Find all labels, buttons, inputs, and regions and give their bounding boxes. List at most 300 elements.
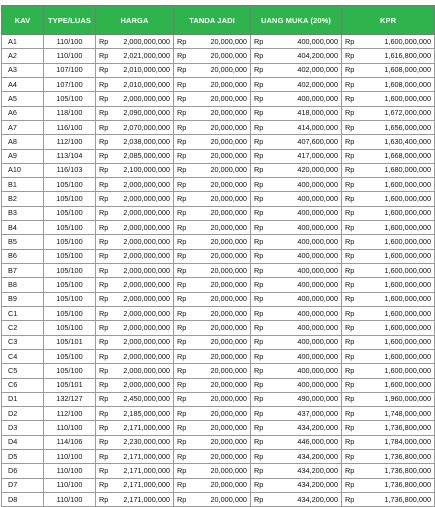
tanda-jadi-cell: 20,000,000 — [194, 163, 251, 177]
kpr-cell: 1,680,000,000 — [360, 163, 435, 177]
kpr-cell: 1,672,000,000 — [360, 106, 435, 120]
kav-cell: A2 — [2, 49, 44, 63]
tanda-jadi-cell: 20,000,000 — [194, 435, 251, 449]
harga-cell: 2,171,000,000 — [116, 450, 174, 464]
kav-cell: B3 — [2, 206, 44, 220]
type-luas-cell: 105/100 — [44, 249, 96, 263]
kav-cell: C1 — [2, 306, 44, 320]
type-luas-cell: 105/100 — [44, 364, 96, 378]
tanda-jadi-cell: 20,000,000 — [194, 278, 251, 292]
currency-label: Rp — [251, 378, 270, 392]
currency-label: Rp — [251, 435, 270, 449]
kpr-cell: 1,656,000,000 — [360, 120, 435, 134]
type-luas-cell: 112/100 — [44, 135, 96, 149]
kav-cell: D1 — [2, 392, 44, 406]
currency-label: Rp — [174, 221, 194, 235]
uang-muka-cell: 414,000,000 — [270, 120, 342, 134]
type-luas-cell: 110/100 — [44, 478, 96, 492]
currency-label: Rp — [251, 493, 270, 507]
currency-label: Rp — [251, 106, 270, 120]
table-row — [2, 364, 435, 378]
uang-muka-cell: 400,000,000 — [270, 364, 342, 378]
currency-label: Rp — [342, 221, 360, 235]
type-luas-cell: 110/100 — [44, 35, 96, 49]
kav-cell: B8 — [2, 278, 44, 292]
currency-label: Rp — [342, 464, 360, 478]
currency-label: Rp — [342, 63, 360, 77]
header-harga: HARGA — [96, 6, 174, 35]
tanda-jadi-cell: 20,000,000 — [194, 106, 251, 120]
type-luas-cell: 105/101 — [44, 335, 96, 349]
currency-label: Rp — [96, 493, 116, 507]
type-luas-cell: 132/127 — [44, 392, 96, 406]
table-row — [2, 77, 435, 91]
harga-cell: 2,000,000,000 — [116, 278, 174, 292]
currency-label: Rp — [251, 306, 270, 320]
kav-cell: B2 — [2, 192, 44, 206]
kav-cell: C5 — [2, 364, 44, 378]
currency-label: Rp — [96, 292, 116, 306]
harga-cell: 2,100,000,000 — [116, 163, 174, 177]
tanda-jadi-cell: 20,000,000 — [194, 264, 251, 278]
currency-label: Rp — [174, 192, 194, 206]
table-row — [2, 35, 435, 49]
header-kav: KAV — [2, 6, 44, 35]
table-row — [2, 407, 435, 421]
currency-label: Rp — [96, 106, 116, 120]
currency-label: Rp — [342, 392, 360, 406]
harga-cell: 2,000,000,000 — [116, 335, 174, 349]
currency-label: Rp — [342, 364, 360, 378]
kav-cell: B5 — [2, 235, 44, 249]
uang-muka-cell: 400,000,000 — [270, 206, 342, 220]
table-row — [2, 149, 435, 163]
currency-label: Rp — [342, 335, 360, 349]
kpr-cell: 1,600,000,000 — [360, 349, 435, 363]
kav-cell: A1 — [2, 35, 44, 49]
kav-cell: C3 — [2, 335, 44, 349]
uang-muka-cell: 400,000,000 — [270, 264, 342, 278]
kav-cell: C4 — [2, 349, 44, 363]
uang-muka-cell: 418,000,000 — [270, 106, 342, 120]
table-row — [2, 278, 435, 292]
tanda-jadi-cell: 20,000,000 — [194, 206, 251, 220]
kav-cell: A4 — [2, 77, 44, 91]
type-luas-cell: 105/100 — [44, 349, 96, 363]
kav-cell: C2 — [2, 321, 44, 335]
currency-label: Rp — [174, 478, 194, 492]
harga-cell: 2,000,000,000 — [116, 249, 174, 263]
currency-label: Rp — [251, 192, 270, 206]
harga-cell: 2,010,000,000 — [116, 63, 174, 77]
table-row — [2, 135, 435, 149]
currency-label: Rp — [342, 321, 360, 335]
table-row — [2, 450, 435, 464]
currency-label: Rp — [174, 77, 194, 91]
currency-label: Rp — [96, 278, 116, 292]
tanda-jadi-cell: 20,000,000 — [194, 364, 251, 378]
currency-label: Rp — [96, 464, 116, 478]
currency-label: Rp — [174, 92, 194, 106]
currency-label: Rp — [342, 278, 360, 292]
kav-cell: C6 — [2, 378, 44, 392]
currency-label: Rp — [174, 249, 194, 263]
kpr-cell: 1,630,400,000 — [360, 135, 435, 149]
kpr-cell: 1,600,000,000 — [360, 192, 435, 206]
type-luas-cell: 105/100 — [44, 278, 96, 292]
currency-label: Rp — [96, 264, 116, 278]
currency-label: Rp — [174, 178, 194, 192]
kpr-cell: 1,600,000,000 — [360, 92, 435, 106]
uang-muka-cell: 400,000,000 — [270, 321, 342, 335]
harga-cell: 2,000,000,000 — [116, 92, 174, 106]
kav-cell: A8 — [2, 135, 44, 149]
harga-cell: 2,070,000,000 — [116, 120, 174, 134]
currency-label: Rp — [342, 349, 360, 363]
currency-label: Rp — [251, 221, 270, 235]
harga-cell: 2,230,000,000 — [116, 435, 174, 449]
tanda-jadi-cell: 20,000,000 — [194, 120, 251, 134]
table-row — [2, 235, 435, 249]
currency-label: Rp — [96, 206, 116, 220]
kav-cell: D5 — [2, 450, 44, 464]
currency-label: Rp — [342, 378, 360, 392]
currency-label: Rp — [174, 63, 194, 77]
kav-cell: D4 — [2, 435, 44, 449]
table-row — [2, 163, 435, 177]
tanda-jadi-cell: 20,000,000 — [194, 63, 251, 77]
table-row — [2, 435, 435, 449]
kpr-cell: 1,600,000,000 — [360, 221, 435, 235]
uang-muka-cell: 400,000,000 — [270, 249, 342, 263]
type-luas-cell: 105/100 — [44, 292, 96, 306]
currency-label: Rp — [174, 421, 194, 435]
currency-label: Rp — [342, 106, 360, 120]
kav-cell: D6 — [2, 464, 44, 478]
currency-label: Rp — [251, 49, 270, 63]
kav-cell: A3 — [2, 63, 44, 77]
currency-label: Rp — [96, 35, 116, 49]
price-table — [1, 5, 435, 507]
tanda-jadi-cell: 20,000,000 — [194, 349, 251, 363]
currency-label: Rp — [251, 35, 270, 49]
tanda-jadi-cell: 20,000,000 — [194, 149, 251, 163]
currency-label: Rp — [342, 192, 360, 206]
table-row — [2, 306, 435, 320]
kpr-cell: 1,668,000,000 — [360, 149, 435, 163]
tanda-jadi-cell: 20,000,000 — [194, 478, 251, 492]
currency-label: Rp — [251, 235, 270, 249]
tanda-jadi-cell: 20,000,000 — [194, 35, 251, 49]
type-luas-cell: 105/101 — [44, 378, 96, 392]
harga-cell: 2,000,000,000 — [116, 192, 174, 206]
currency-label: Rp — [251, 178, 270, 192]
kpr-cell: 1,600,000,000 — [360, 35, 435, 49]
kpr-cell: 1,608,000,000 — [360, 63, 435, 77]
tanda-jadi-cell: 20,000,000 — [194, 221, 251, 235]
uang-muka-cell: 400,000,000 — [270, 178, 342, 192]
kav-cell: B6 — [2, 249, 44, 263]
kpr-cell: 1,600,000,000 — [360, 264, 435, 278]
currency-label: Rp — [342, 264, 360, 278]
type-luas-cell: 116/103 — [44, 163, 96, 177]
type-luas-cell: 105/100 — [44, 192, 96, 206]
harga-cell: 2,000,000,000 — [116, 178, 174, 192]
currency-label: Rp — [174, 206, 194, 220]
currency-label: Rp — [174, 149, 194, 163]
type-luas-cell: 105/100 — [44, 306, 96, 320]
table-row — [2, 106, 435, 120]
kpr-cell: 1,736,800,000 — [360, 450, 435, 464]
currency-label: Rp — [342, 450, 360, 464]
type-luas-cell: 116/100 — [44, 120, 96, 134]
tanda-jadi-cell: 20,000,000 — [194, 292, 251, 306]
uang-muka-cell: 437,000,000 — [270, 407, 342, 421]
type-luas-cell: 110/100 — [44, 450, 96, 464]
currency-label: Rp — [174, 163, 194, 177]
currency-label: Rp — [342, 292, 360, 306]
currency-label: Rp — [96, 120, 116, 134]
uang-muka-cell: 404,200,000 — [270, 49, 342, 63]
kpr-cell: 1,600,000,000 — [360, 306, 435, 320]
tanda-jadi-cell: 20,000,000 — [194, 135, 251, 149]
kav-cell: A7 — [2, 120, 44, 134]
uang-muka-cell: 434,200,000 — [270, 464, 342, 478]
tanda-jadi-cell: 20,000,000 — [194, 421, 251, 435]
uang-muka-cell: 400,000,000 — [270, 278, 342, 292]
type-luas-cell: 110/100 — [44, 49, 96, 63]
currency-label: Rp — [96, 335, 116, 349]
tanda-jadi-cell: 20,000,000 — [194, 178, 251, 192]
header-row — [2, 6, 435, 35]
currency-label: Rp — [251, 450, 270, 464]
kav-cell: D7 — [2, 478, 44, 492]
uang-muka-cell: 400,000,000 — [270, 335, 342, 349]
table-row — [2, 120, 435, 134]
currency-label: Rp — [342, 249, 360, 263]
type-luas-cell: 105/100 — [44, 235, 96, 249]
harga-cell: 2,171,000,000 — [116, 478, 174, 492]
currency-label: Rp — [342, 178, 360, 192]
harga-cell: 2,038,000,000 — [116, 135, 174, 149]
kpr-cell: 1,960,000,000 — [360, 392, 435, 406]
type-luas-cell: 110/100 — [44, 421, 96, 435]
currency-label: Rp — [96, 149, 116, 163]
tanda-jadi-cell: 20,000,000 — [194, 335, 251, 349]
tanda-jadi-cell: 20,000,000 — [194, 77, 251, 91]
table-row — [2, 493, 435, 507]
type-luas-cell: 110/100 — [44, 464, 96, 478]
table-row — [2, 335, 435, 349]
harga-cell: 2,021,000,000 — [116, 49, 174, 63]
uang-muka-cell: 402,000,000 — [270, 63, 342, 77]
currency-label: Rp — [96, 235, 116, 249]
type-luas-cell: 118/100 — [44, 106, 96, 120]
harga-cell: 2,450,000,000 — [116, 392, 174, 406]
kpr-cell: 1,736,800,000 — [360, 421, 435, 435]
uang-muka-cell: 400,000,000 — [270, 192, 342, 206]
currency-label: Rp — [174, 292, 194, 306]
header-uang-muka: UANG MUKA (20%) — [251, 6, 342, 35]
type-luas-cell: 105/100 — [44, 221, 96, 235]
currency-label: Rp — [174, 435, 194, 449]
currency-label: Rp — [174, 35, 194, 49]
kpr-cell: 1,600,000,000 — [360, 235, 435, 249]
kav-cell: B1 — [2, 178, 44, 192]
tanda-jadi-cell: 20,000,000 — [194, 249, 251, 263]
currency-label: Rp — [174, 106, 194, 120]
table-row — [2, 221, 435, 235]
type-luas-cell: 105/100 — [44, 92, 96, 106]
currency-label: Rp — [342, 120, 360, 134]
header-type-luas: TYPE/LUAS — [44, 6, 96, 35]
kav-cell: A5 — [2, 92, 44, 106]
harga-cell: 2,000,000,000 — [116, 378, 174, 392]
kav-cell: B9 — [2, 292, 44, 306]
tanda-jadi-cell: 20,000,000 — [194, 407, 251, 421]
kav-cell: B7 — [2, 264, 44, 278]
kpr-cell: 1,600,000,000 — [360, 292, 435, 306]
currency-label: Rp — [251, 292, 270, 306]
tanda-jadi-cell: 20,000,000 — [194, 450, 251, 464]
currency-label: Rp — [96, 392, 116, 406]
currency-label: Rp — [342, 421, 360, 435]
table-row — [2, 49, 435, 63]
harga-cell: 2,090,000,000 — [116, 106, 174, 120]
currency-label: Rp — [174, 450, 194, 464]
kav-cell: D3 — [2, 421, 44, 435]
currency-label: Rp — [174, 335, 194, 349]
currency-label: Rp — [174, 349, 194, 363]
table-row — [2, 392, 435, 406]
type-luas-cell: 110/100 — [44, 493, 96, 507]
currency-label: Rp — [251, 149, 270, 163]
table-row — [2, 464, 435, 478]
kpr-cell: 1,616,800,000 — [360, 49, 435, 63]
currency-label: Rp — [342, 235, 360, 249]
table-row — [2, 92, 435, 106]
currency-label: Rp — [174, 364, 194, 378]
currency-label: Rp — [342, 206, 360, 220]
tanda-jadi-cell: 20,000,000 — [194, 464, 251, 478]
type-luas-cell: 114/106 — [44, 435, 96, 449]
currency-label: Rp — [251, 135, 270, 149]
uang-muka-cell: 434,200,000 — [270, 478, 342, 492]
harga-cell: 2,171,000,000 — [116, 421, 174, 435]
currency-label: Rp — [251, 120, 270, 134]
currency-label: Rp — [251, 421, 270, 435]
table-row — [2, 192, 435, 206]
tanda-jadi-cell: 20,000,000 — [194, 235, 251, 249]
uang-muka-cell: 434,200,000 — [270, 450, 342, 464]
kpr-cell: 1,608,000,000 — [360, 77, 435, 91]
currency-label: Rp — [342, 163, 360, 177]
uang-muka-cell: 400,000,000 — [270, 235, 342, 249]
kpr-cell: 1,600,000,000 — [360, 364, 435, 378]
table-row — [2, 421, 435, 435]
currency-label: Rp — [251, 478, 270, 492]
currency-label: Rp — [96, 321, 116, 335]
kav-cell: D8 — [2, 493, 44, 507]
currency-label: Rp — [251, 407, 270, 421]
currency-label: Rp — [251, 163, 270, 177]
currency-label: Rp — [96, 249, 116, 263]
kpr-cell: 1,736,800,000 — [360, 464, 435, 478]
currency-label: Rp — [342, 493, 360, 507]
uang-muka-cell: 402,000,000 — [270, 77, 342, 91]
kpr-cell: 1,600,000,000 — [360, 378, 435, 392]
currency-label: Rp — [174, 235, 194, 249]
uang-muka-cell: 434,200,000 — [270, 421, 342, 435]
uang-muka-cell: 400,000,000 — [270, 221, 342, 235]
kpr-cell: 1,600,000,000 — [360, 321, 435, 335]
table-row — [2, 292, 435, 306]
uang-muka-cell: 420,000,000 — [270, 163, 342, 177]
header-kpr: KPR — [342, 6, 435, 35]
currency-label: Rp — [174, 135, 194, 149]
harga-cell: 2,000,000,000 — [116, 35, 174, 49]
harga-cell: 2,000,000,000 — [116, 221, 174, 235]
currency-label: Rp — [174, 464, 194, 478]
currency-label: Rp — [96, 135, 116, 149]
currency-label: Rp — [251, 335, 270, 349]
currency-label: Rp — [174, 278, 194, 292]
currency-label: Rp — [174, 120, 194, 134]
currency-label: Rp — [342, 435, 360, 449]
type-luas-cell: 107/100 — [44, 77, 96, 91]
currency-label: Rp — [96, 407, 116, 421]
tanda-jadi-cell: 20,000,000 — [194, 392, 251, 406]
currency-label: Rp — [96, 421, 116, 435]
table-row — [2, 178, 435, 192]
currency-label: Rp — [251, 63, 270, 77]
kpr-cell: 1,784,000,000 — [360, 435, 435, 449]
uang-muka-cell: 434,200,000 — [270, 493, 342, 507]
currency-label: Rp — [174, 49, 194, 63]
kav-cell: D2 — [2, 407, 44, 421]
currency-label: Rp — [251, 278, 270, 292]
currency-label: Rp — [96, 163, 116, 177]
table-row — [2, 63, 435, 77]
type-luas-cell: 105/100 — [44, 178, 96, 192]
currency-label: Rp — [174, 306, 194, 320]
type-luas-cell: 112/100 — [44, 407, 96, 421]
currency-label: Rp — [251, 321, 270, 335]
uang-muka-cell: 400,000,000 — [270, 378, 342, 392]
currency-label: Rp — [96, 349, 116, 363]
currency-label: Rp — [174, 378, 194, 392]
table-row — [2, 378, 435, 392]
uang-muka-cell: 400,000,000 — [270, 306, 342, 320]
currency-label: Rp — [96, 92, 116, 106]
currency-label: Rp — [96, 378, 116, 392]
type-luas-cell: 105/100 — [44, 321, 96, 335]
table-row — [2, 321, 435, 335]
currency-label: Rp — [251, 464, 270, 478]
harga-cell: 2,171,000,000 — [116, 493, 174, 507]
table-row — [2, 478, 435, 492]
currency-label: Rp — [251, 349, 270, 363]
kpr-cell: 1,600,000,000 — [360, 206, 435, 220]
currency-label: Rp — [251, 249, 270, 263]
kpr-cell: 1,600,000,000 — [360, 178, 435, 192]
table-row — [2, 349, 435, 363]
tanda-jadi-cell: 20,000,000 — [194, 192, 251, 206]
harga-cell: 2,000,000,000 — [116, 321, 174, 335]
harga-cell: 2,000,000,000 — [116, 364, 174, 378]
currency-label: Rp — [96, 435, 116, 449]
harga-cell: 2,000,000,000 — [116, 292, 174, 306]
